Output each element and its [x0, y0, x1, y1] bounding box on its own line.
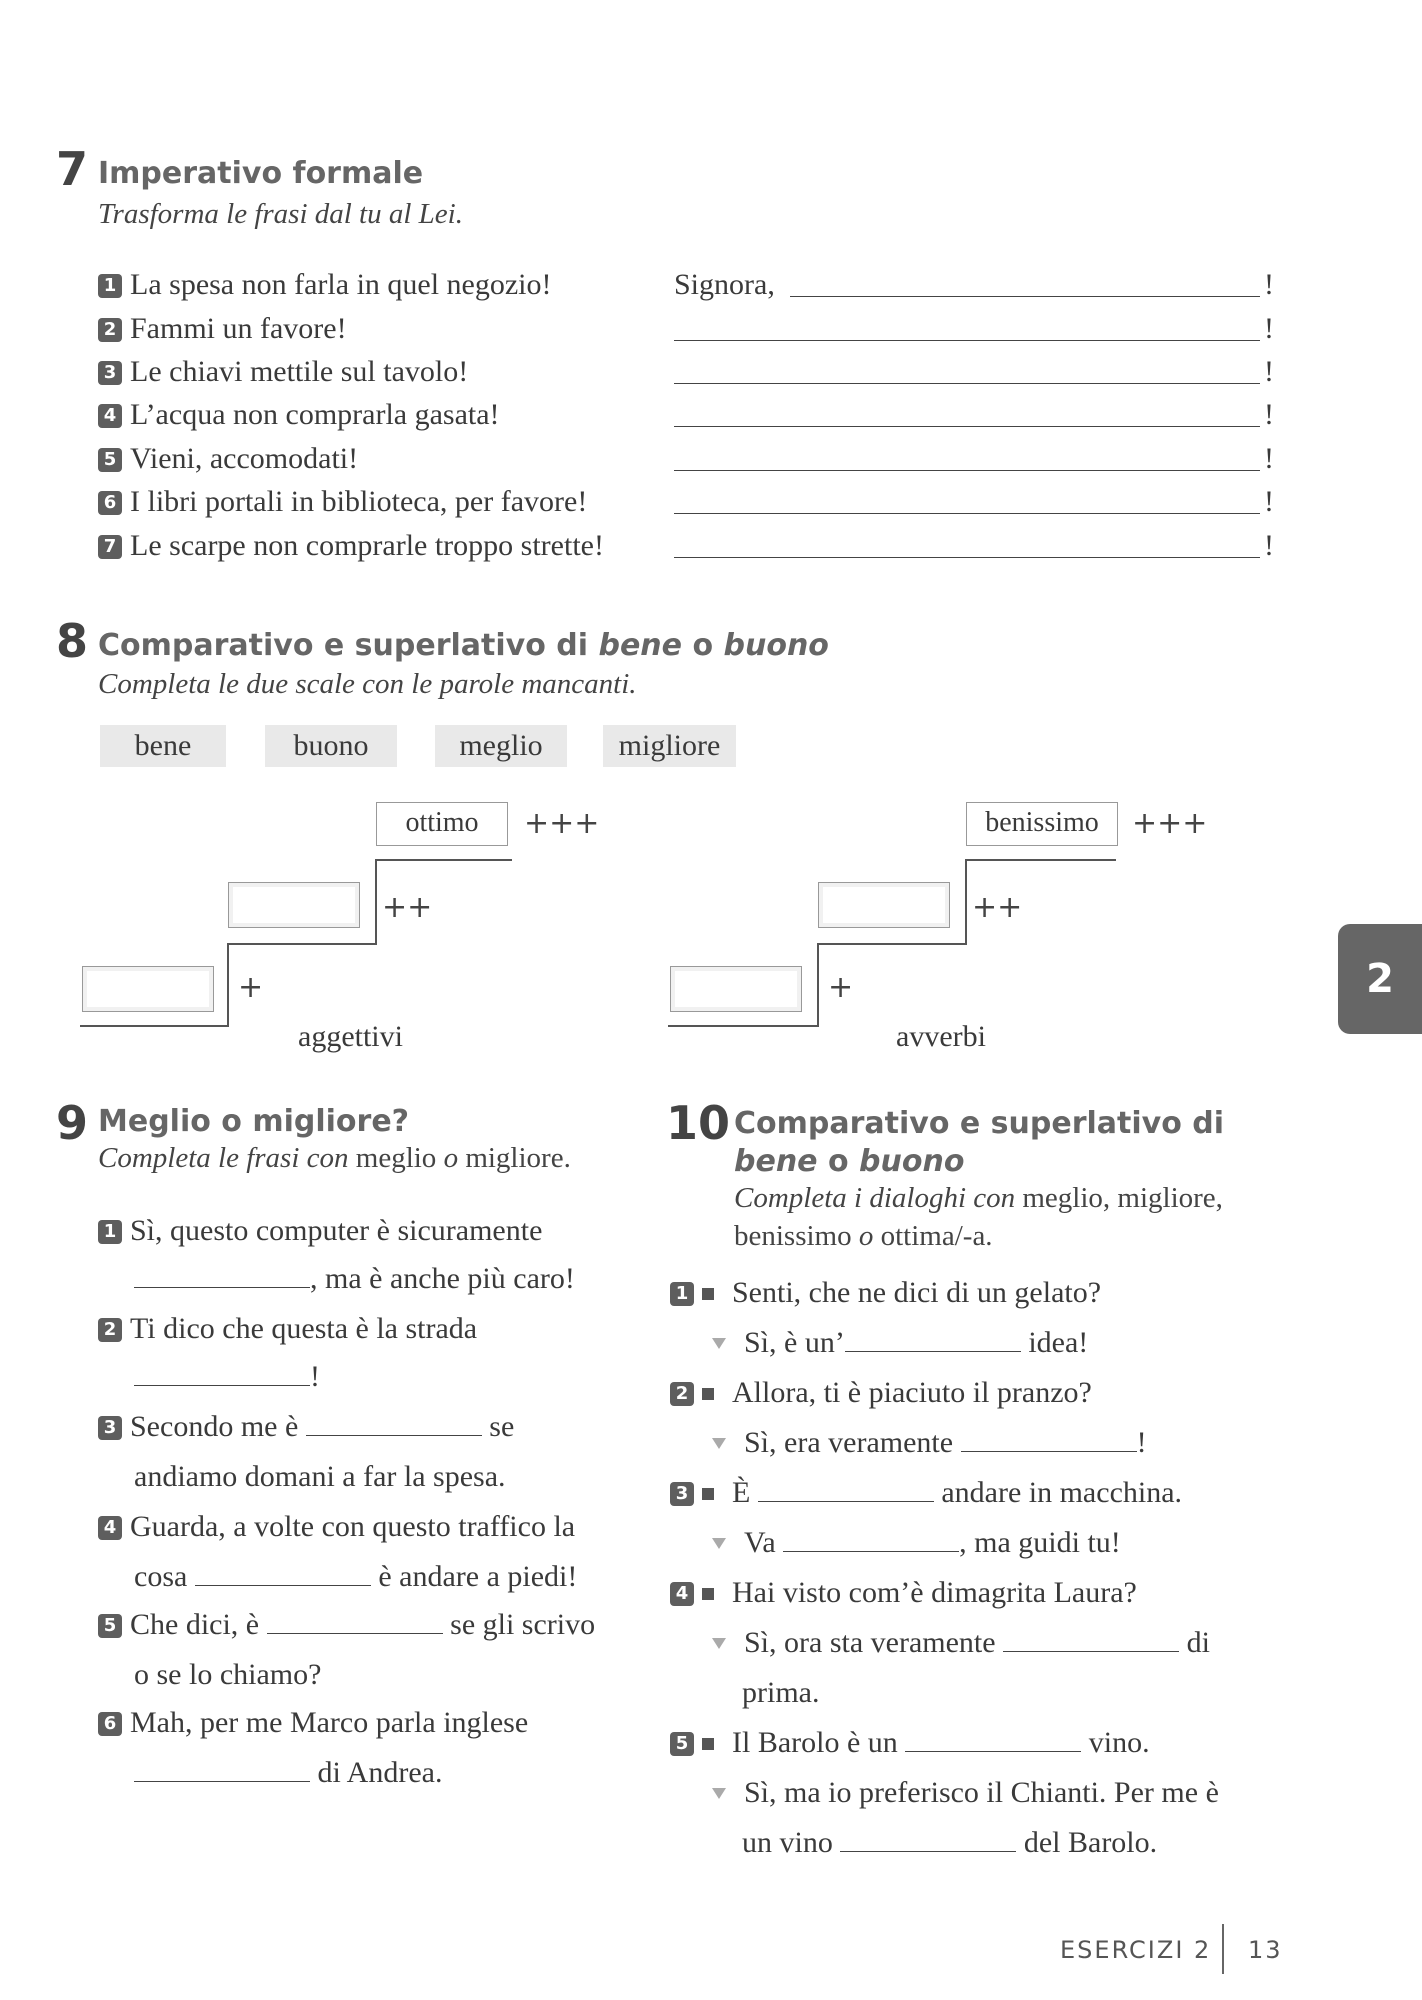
answer-blank[interactable] [840, 1827, 1016, 1852]
answer-blank[interactable] [905, 1727, 1081, 1752]
item-number-badge: 3 [98, 1416, 122, 1440]
speaker-b-triangle-icon [712, 1638, 726, 1649]
instruction-text: Completa le frasi con [98, 1142, 356, 1174]
exercise-7-instruction: Trasforma le frasi dal tu al Lei. [98, 198, 463, 230]
title-text: buono [723, 628, 829, 663]
list-item-continuation [134, 1756, 442, 1790]
item-number-badge: 1 [670, 1282, 694, 1306]
exclamation: ! [1264, 442, 1274, 475]
list-item-continuation [134, 1360, 320, 1394]
exercise-10-title-line2 [734, 1144, 964, 1179]
item-text: Le chiavi mettile sul tavolo! [130, 355, 469, 388]
plus-three: +++ [1132, 806, 1208, 841]
word-chip[interactable]: buono [265, 725, 397, 767]
dialogue-text: Allora, ti è piaciuto il pranzo? [732, 1376, 1092, 1409]
title-text: bene [598, 628, 682, 663]
item-number-badge: 1 [98, 1220, 122, 1244]
instruction-text: o [436, 1142, 466, 1174]
item-text: Ti dico che questa è la strada [130, 1312, 478, 1345]
dialogue-text: Sì, era veramente [744, 1426, 954, 1459]
dialogue-text: andare in macchina. [941, 1476, 1183, 1509]
exercise-7-number: 7 [56, 142, 89, 196]
dialogue-text: Sì, è un’ [744, 1326, 845, 1359]
item-text: Fammi un favore! [130, 312, 347, 345]
list-item [98, 485, 587, 519]
exclamation: ! [1264, 268, 1274, 301]
item-number-badge: 5 [670, 1732, 694, 1756]
speaker-b-triangle-icon [712, 1538, 726, 1549]
item-number-badge: 2 [670, 1382, 694, 1406]
item-number-badge: 4 [98, 1516, 122, 1540]
item-number-badge: 3 [98, 361, 122, 385]
answer-line[interactable] [674, 531, 1260, 558]
signora-prefix: Signora, [674, 268, 775, 301]
instruction-text: meglio, migliore, [1022, 1182, 1223, 1214]
plus-three: +++ [524, 806, 600, 841]
list-item-continuation: o se lo chiamo? [134, 1658, 322, 1691]
item-number-badge: 4 [670, 1582, 694, 1606]
adjectives-label: aggettivi [298, 1020, 403, 1053]
ladder-box-filled: benissimo [966, 802, 1118, 846]
dialogue-text: Sì, ora sta veramente [744, 1626, 996, 1659]
ladder-box-empty[interactable] [82, 966, 214, 1012]
answer-line[interactable] [674, 444, 1260, 471]
speaker-b-triangle-icon [712, 1438, 726, 1449]
dialogue-text: Senti, che ne dici di un gelato? [732, 1276, 1102, 1309]
list-item [98, 1410, 514, 1444]
dialogue-text: Hai visto com’è dimagrita Laura? [732, 1576, 1137, 1609]
exercise-9-number: 9 [56, 1096, 89, 1150]
item-number-badge: 7 [98, 535, 122, 559]
answer-blank[interactable] [783, 1527, 959, 1552]
plus-two: ++ [382, 890, 433, 925]
title-text: o [682, 628, 724, 663]
exercise-9-instruction [98, 1142, 571, 1175]
answer-line[interactable] [674, 487, 1260, 514]
exercise-8-instruction: Completa le due scale con le parole mancanti. [98, 668, 637, 700]
exclamation: ! [1264, 355, 1274, 388]
dialogue-text: È [732, 1476, 751, 1509]
exclamation: ! [1264, 398, 1274, 431]
dialogue-line [710, 1326, 1088, 1360]
word-chip[interactable]: migliore [603, 725, 736, 767]
footer-section: ESERCIZI 2 [1060, 1936, 1212, 1964]
dialogue-line [710, 1426, 1147, 1460]
item-number-badge: 6 [98, 1712, 122, 1736]
answer-line[interactable] [674, 314, 1260, 341]
item-text: ! [310, 1360, 320, 1393]
answer-blank[interactable] [134, 1757, 310, 1782]
dialogue-text: idea! [1028, 1326, 1089, 1359]
list-item [98, 442, 358, 476]
exercise-8-title [98, 628, 829, 663]
item-number-badge: 1 [98, 274, 122, 298]
dialogue-text: un vino [742, 1826, 833, 1859]
item-number-badge: 5 [98, 1614, 122, 1638]
item-number-badge: 5 [98, 448, 122, 472]
list-item-continuation [134, 1560, 577, 1594]
item-text: Guarda, a volte con questo traffico la [130, 1510, 576, 1543]
speaker-a-square-icon [702, 1388, 714, 1400]
instruction-text: o [851, 1220, 881, 1252]
list-item [98, 529, 604, 563]
list-item [98, 268, 552, 302]
item-text: se [489, 1410, 515, 1443]
list-item [98, 1510, 575, 1544]
dialogue-line [670, 1376, 1092, 1410]
answer-blank[interactable] [267, 1609, 443, 1634]
item-number-badge: 3 [670, 1482, 694, 1506]
speaker-a-square-icon [702, 1488, 714, 1500]
answer-line[interactable] [674, 357, 1260, 384]
exercise-8-number: 8 [56, 614, 89, 668]
list-item [98, 1312, 477, 1346]
exercise-10-title: Comparativo e superlativo di [734, 1106, 1225, 1141]
item-text: Sì, questo computer è sicuramente [130, 1214, 543, 1247]
instruction-text: ottima/-a. [880, 1220, 993, 1252]
plus-one: + [238, 970, 264, 1005]
item-text: Secondo me è [130, 1410, 299, 1443]
dialogue-text: di [1186, 1626, 1210, 1659]
item-number-badge: 4 [98, 404, 122, 428]
list-item [98, 1214, 542, 1248]
list-item [98, 355, 468, 389]
item-text: di Andrea. [317, 1756, 443, 1789]
chapter-tab[interactable]: 2 [1338, 924, 1422, 1034]
dialogue-text: , ma guidi tu! [959, 1526, 1121, 1559]
speaker-a-square-icon [702, 1588, 714, 1600]
answer-blank[interactable] [134, 1263, 310, 1288]
speaker-a-square-icon [702, 1738, 714, 1750]
item-text: Che dici, è [130, 1608, 260, 1641]
dialogue-text: Va [744, 1526, 776, 1559]
page-number: 13 [1248, 1936, 1283, 1964]
plus-two: ++ [972, 890, 1023, 925]
ladder-box-empty[interactable] [228, 882, 360, 928]
word-chip[interactable]: bene [100, 725, 226, 767]
item-text: cosa [134, 1560, 188, 1593]
dialogue-text: Sì, ma io preferisco il Chianti. Per me è [744, 1776, 1219, 1809]
answer-blank[interactable] [195, 1561, 371, 1586]
dialogue-line [710, 1626, 1210, 1660]
item-text: Vieni, accomodati! [130, 442, 359, 475]
list-item-continuation [134, 1262, 575, 1296]
item-text: Le scarpe non comprarle troppo strette! [130, 529, 604, 562]
answer-blank[interactable] [134, 1361, 310, 1386]
list-item [98, 1608, 595, 1642]
item-text: , ma è anche più caro! [310, 1262, 575, 1295]
list-item [98, 398, 500, 432]
exercise-9-title: Meglio o migliore? [98, 1104, 410, 1139]
dialogue-text: vino. [1088, 1726, 1150, 1759]
item-text: se gli scrivo [450, 1608, 596, 1641]
answer-blank[interactable] [306, 1411, 482, 1436]
item-number-badge: 6 [98, 491, 122, 515]
instruction-text: meglio [355, 1142, 437, 1174]
answer-blank[interactable] [758, 1477, 934, 1502]
answer-blank[interactable] [961, 1427, 1137, 1452]
title-text: bene [734, 1144, 818, 1179]
ladder-box-filled: ottimo [376, 802, 508, 846]
speaker-b-triangle-icon [712, 1788, 726, 1799]
instruction-text: benissimo [734, 1220, 852, 1252]
word-chip[interactable]: meglio [435, 725, 567, 767]
item-number-badge: 2 [98, 1318, 122, 1342]
item-number-badge: 2 [98, 318, 122, 342]
exercise-10-instruction [734, 1182, 1223, 1215]
list-item [98, 1706, 528, 1740]
plus-one: + [828, 970, 854, 1005]
instruction-text: migliore. [465, 1142, 571, 1174]
item-text: è andare a piedi! [378, 1560, 578, 1593]
dialogue-line [710, 1526, 1121, 1560]
dialogue-line [670, 1726, 1150, 1760]
item-text: L’acqua non comprarla gasata! [130, 398, 500, 431]
item-text: I libri portali in biblioteca, per favore! [130, 485, 588, 518]
dialogue-line-continuation [742, 1826, 1157, 1860]
exclamation: ! [1264, 529, 1274, 562]
dialogue-line [710, 1776, 1219, 1810]
dialogue-text: del Barolo. [1023, 1826, 1158, 1859]
instruction-text: Completa i dialoghi con [734, 1182, 1023, 1214]
answer-line[interactable] [674, 400, 1260, 427]
title-text: buono [859, 1144, 965, 1179]
title-text: o [817, 1144, 860, 1179]
exercise-10-number: 10 [666, 1096, 731, 1150]
answer-blank[interactable] [845, 1327, 1021, 1352]
speaker-a-square-icon [702, 1288, 714, 1300]
speaker-b-triangle-icon [712, 1338, 726, 1349]
exclamation: ! [1264, 485, 1274, 518]
list-item-continuation: andiamo domani a far la spesa. [134, 1460, 506, 1493]
list-item [98, 312, 347, 346]
ladder-box-empty[interactable] [670, 966, 802, 1012]
answer-line[interactable] [790, 270, 1260, 297]
dialogue-line [670, 1576, 1137, 1610]
dialogue-line [670, 1476, 1182, 1510]
title-text: Comparativo e superlativo di [98, 628, 599, 663]
exercise-10-instruction-line2 [734, 1220, 993, 1253]
exclamation: ! [1264, 312, 1274, 345]
item-text: Mah, per me Marco parla inglese [130, 1706, 529, 1739]
ladder-box-empty[interactable] [818, 882, 950, 928]
dialogue-line-continuation: prima. [742, 1676, 820, 1709]
dialogue-text: Il Barolo è un [732, 1726, 898, 1759]
footer-divider [1222, 1924, 1224, 1974]
dialogue-text: ! [1136, 1426, 1147, 1459]
adverbs-label: avverbi [896, 1020, 986, 1053]
exercise-7-title: Imperativo formale [98, 156, 424, 191]
dialogue-line [670, 1276, 1101, 1310]
item-text: La spesa non farla in quel negozio! [130, 268, 552, 301]
answer-blank[interactable] [1003, 1627, 1179, 1652]
